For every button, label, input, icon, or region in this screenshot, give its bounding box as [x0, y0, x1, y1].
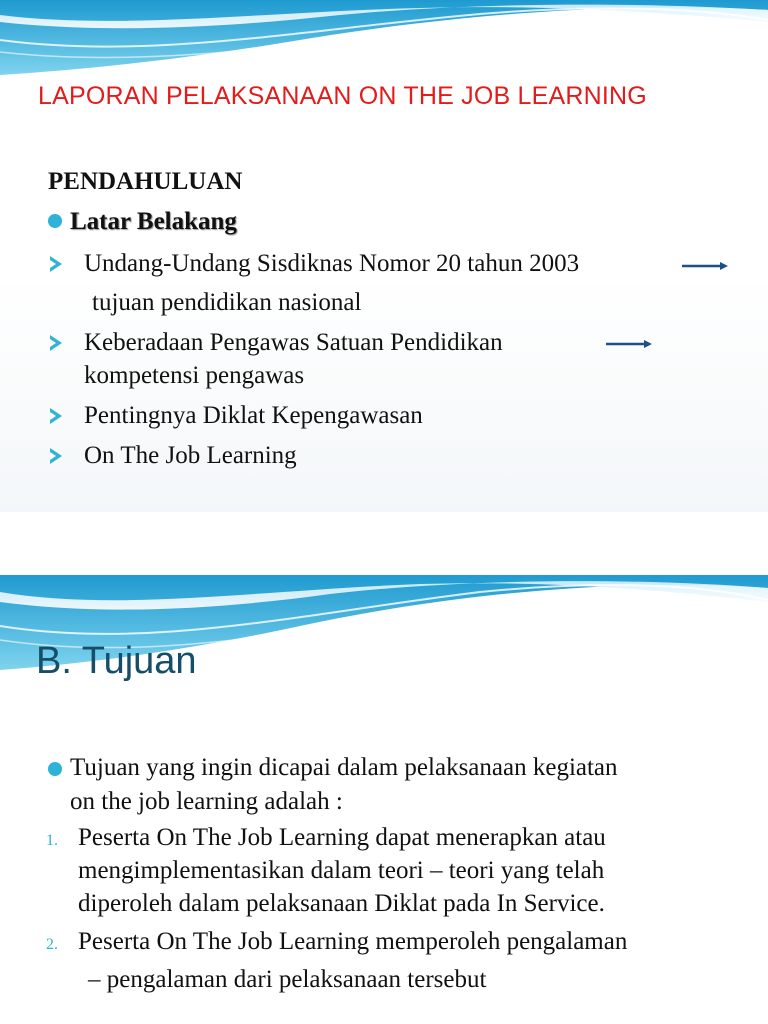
arrow-bullet-icon [50, 335, 62, 351]
bullet-item-1-line1: Undang-Undang Sisdiknas Nomor 20 tahun 2003 [84, 250, 580, 277]
numbered-item-1-line3: diperoleh dalam pelaksanaan Diklat pada In Service. [78, 890, 605, 917]
right-arrow-icon [606, 339, 652, 349]
numbered-item-1-line2: mengimplementasikan dalam teori – teori yang telah [78, 857, 605, 884]
bullet-item-3: Pentingnya Diklat Kepengawasan [84, 402, 423, 429]
section-heading: PENDAHULUAN [48, 168, 243, 195]
slide-2 [0, 512, 768, 1024]
intro-line-1: Tujuan yang ingin dicapai dalam pelaksanaan kegiatan [70, 754, 618, 781]
arrow-bullet-icon [50, 408, 62, 424]
circle-bullet-icon [48, 214, 62, 228]
wave-header-decoration [0, 0, 768, 80]
bullet-item-2-line2: kompetensi pengawas [84, 362, 305, 389]
intro-line-2: on the job learning adalah : [70, 788, 343, 815]
arrow-bullet-icon [50, 256, 62, 272]
circle-bullet-icon [48, 762, 62, 776]
bullet-item-1-line2: tujuan pendidikan nasional [92, 289, 362, 316]
bullet-item-2-line1: Keberadaan Pengawas Satuan Pendidikan [84, 329, 503, 356]
slide-1-title: LAPORAN PELAKSANAAN ON THE JOB LEARNING [38, 82, 647, 110]
numbered-item-1-line1: Peserta On The Job Learning dapat menerapkan atau [78, 824, 606, 851]
numbered-item-2-line1: Peserta On The Job Learning memperoleh pengalaman [78, 928, 628, 955]
bullet-item-4: On The Job Learning [84, 442, 297, 469]
arrow-bullet-icon [50, 448, 62, 464]
right-arrow-icon [682, 261, 728, 271]
subheading-latar-belakang: Latar Belakang [70, 208, 237, 235]
slide-separator [0, 545, 768, 575]
list-number: 1. [46, 832, 58, 849]
list-number: 2. [46, 936, 58, 953]
numbered-item-2-line2: – pengalaman dari pelaksanaan tersebut [88, 966, 487, 993]
slide-2-title: B. Tujuan [36, 640, 197, 682]
